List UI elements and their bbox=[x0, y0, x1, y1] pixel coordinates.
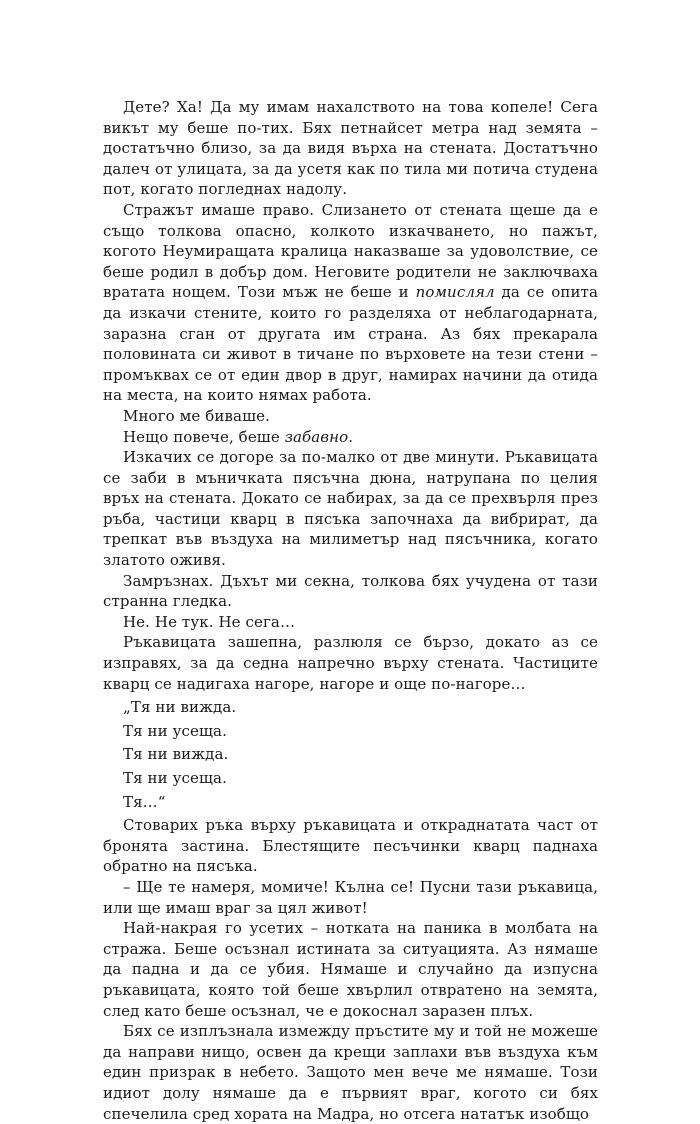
paragraph bbox=[103, 815, 598, 877]
paragraph bbox=[103, 697, 598, 718]
body-text bbox=[103, 97, 598, 1124]
paragraph bbox=[103, 792, 598, 813]
text-run: Ръкавицата зашепна, разлюля се бързо, докато аз се изправях, за да седна напречно върху стената. Частиците кварц се надигаха нагоре, нагоре и още по-нагоре… bbox=[103, 633, 598, 693]
paragraph bbox=[103, 612, 598, 633]
text-run: Тя ни усеща. bbox=[123, 769, 227, 787]
text-run: Изкачих се догоре за по-малко от две минути. Ръкавицата се заби в мъничката пясъчна дюна, натрупана по целия връх на стената. Докато се набирах, за да се прехвърля през ръба, частици кварц в пясъка започнаха да вибрират, да трепкат във въздуха на милиметър над пясъчника, когато златото оживя. bbox=[103, 448, 598, 570]
text-run: Замръзнах. Дъхът ми секна, толкова бях учудена от тази странна гледка. bbox=[103, 571, 598, 611]
text-run: Нещо повече, беше bbox=[123, 427, 285, 446]
text-run: Тя ни вижда. bbox=[123, 745, 229, 764]
emphasized-text: забавно bbox=[284, 427, 349, 446]
text-run: Не. Не тук. Не сега… bbox=[123, 612, 296, 631]
text-run: Стражът имаше право. Слизането от стената щеше да е също толкова опасно, колкото изкачването, но пажът, когото Неумиращата кралица наказваше за удоволствие, се беше родил в добър дом. Неговите родители не заключваха вратата нощем. Този мъж не беше и bbox=[103, 200, 598, 302]
paragraph bbox=[103, 744, 598, 765]
paragraph bbox=[103, 632, 598, 694]
paragraph bbox=[103, 447, 598, 571]
text-run: Бях се изплъзнала измежду пръстите му и той не можеше да направи нищо, освен да крещи заплахи във въздуха към един призрак в небето. Защото мен вече ме нямаше. Този идиот долу нямаше да е първият враг, когото си бях спечелила сред хората на Мадра, но отсега нататък изобщо bbox=[103, 1022, 598, 1123]
paragraph bbox=[103, 768, 598, 789]
text-run: да се опита да изкачи стените, които го разделяха от неблагодарната, заразна сган от другата им страна. Аз бях прекарала половината си живот в тичане по върховете на тези стени – промъквах се от един двор в друг, намирах начини да отида на места, на които нямах работа. bbox=[103, 283, 598, 405]
text-run: Стоварих ръка върху ръкавицата и откраднатата част от бронята застина. Блестящите песъчинки кварц паднаха обратно на пясъка. bbox=[103, 816, 598, 876]
paragraph bbox=[103, 406, 598, 427]
text-run: Най-накрая го усетих – нотката на паника в молбата на стража. Беше осъзнал истината за ситуацията. Аз нямаше да падна и да се убия. Нямаше и случайно да изпусна ръкавицата, която той беше хвърлил отвратено на земята, след като беше осъзнал, че е докоснал заразен плъх. bbox=[103, 919, 598, 1020]
emphasized-text: помислял bbox=[415, 283, 495, 302]
text-run: . bbox=[348, 427, 354, 446]
paragraph bbox=[103, 427, 598, 448]
paragraph bbox=[103, 1021, 598, 1124]
text-run: Тя…“ bbox=[123, 792, 166, 811]
paragraph bbox=[103, 877, 598, 918]
paragraph bbox=[103, 200, 598, 406]
paragraph bbox=[103, 721, 598, 742]
text-run: Тя ни усеща. bbox=[123, 721, 227, 740]
paragraph bbox=[103, 97, 598, 200]
paragraph bbox=[103, 571, 598, 612]
text-run: – Ще те намеря, момиче! Кълна се! Пусни тази ръкавица, или ще имаш враг за цял живот! bbox=[103, 877, 598, 917]
text-run: Дете? Ха! Да му имам нахалството на това копеле! Сега викът му беше по-тих. Бях петнайсет метра над земята – достатъчно близо, за да видя върха на стената. Достатъчно далеч от улицата, за да усетя как по тила ми потича студена пот, когато погледнах надолу. bbox=[103, 98, 598, 199]
text-run: Много ме биваше. bbox=[123, 406, 270, 425]
paragraph bbox=[103, 918, 598, 1021]
text-run: „Тя ни вижда. bbox=[123, 698, 237, 717]
